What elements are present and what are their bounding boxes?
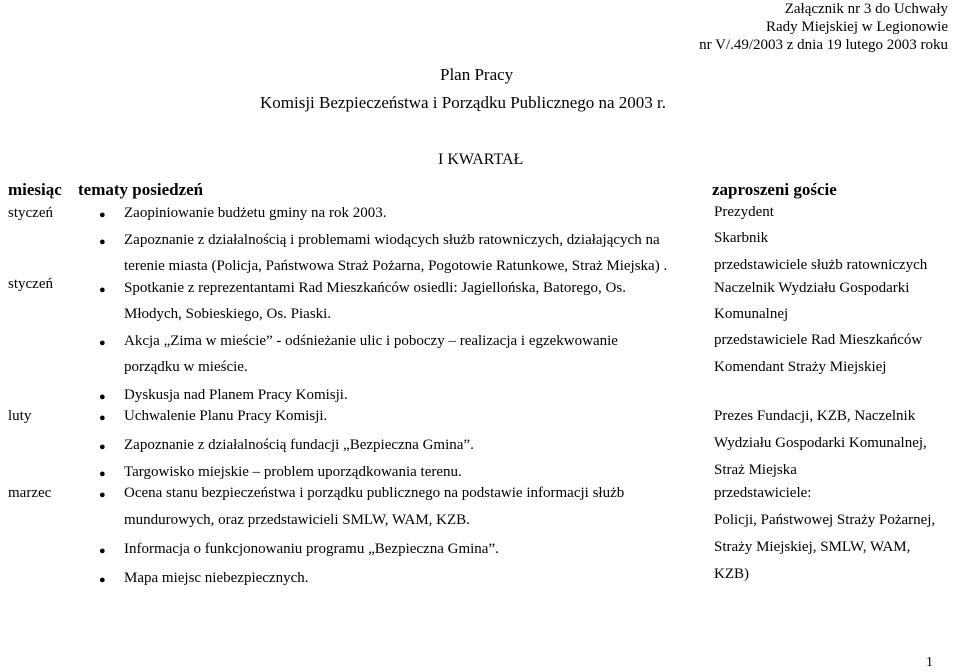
topic-line: porządku w mieście. <box>124 359 248 375</box>
month-label: styczeń <box>8 205 53 221</box>
guest-line: przedstawiciele służb ratowniczych <box>714 257 928 273</box>
topic-line: mundurowych, oraz przedstawicieli SMLW, WAM, KZB. <box>124 512 470 528</box>
page-title: Plan Pracy <box>440 65 514 84</box>
guest-line: przedstawiciele: <box>714 485 812 501</box>
topic-line: Targowisko miejskie – problem uporządkowania terenu. <box>124 464 462 480</box>
topic-line: Zapoznanie z działalnością i problemami wiodących służb ratowniczych, działających na <box>124 232 660 248</box>
guest-line: Prezes Fundacji, KZB, Naczelnik <box>714 408 916 424</box>
column-header-month: miesiąc <box>8 180 62 199</box>
topic-line: Spotkanie z reprezentantami Rad Mieszkańców osiedli: Jagiellońska, Batorego, Os. <box>124 280 626 296</box>
bullet-icon: ● <box>99 441 106 453</box>
bullet-icon: ● <box>99 412 106 424</box>
topic-line: Mapa miejsc niebezpiecznych. <box>124 570 309 586</box>
guest-line: Komendant Straży Miejskiej <box>714 359 887 375</box>
topic-line: Zaopiniowanie budżetu gminy na rok 2003. <box>124 205 387 221</box>
topic-line: Uchwalenie Planu Pracy Komisji. <box>124 408 328 424</box>
attachment-line-2: Rady Miejskiej w Legionowie <box>765 19 948 35</box>
page-subtitle: Komisji Bezpieczeństwa i Porządku Publicznego na 2003 r. <box>260 93 667 112</box>
guest-line: Wydziału Gospodarki Komunalnej, <box>714 435 927 451</box>
month-label: marzec <box>8 485 52 501</box>
bullet-icon: ● <box>99 468 106 480</box>
guest-line: Skarbnik <box>714 230 769 246</box>
guest-line: KZB) <box>714 566 749 582</box>
guest-line: Komunalnej <box>714 306 789 322</box>
column-header-guests: zaproszeni goście <box>712 180 837 199</box>
page-number: 1 <box>926 655 933 670</box>
guest-line: Straż Miejska <box>714 462 797 478</box>
column-header-topics: tematy posiedzeń <box>78 180 204 199</box>
bullet-icon: ● <box>99 489 106 501</box>
bullet-icon: ● <box>99 236 106 248</box>
attachment-line-3: nr V/.49/2003 z dnia 19 lutego 2003 roku <box>699 37 948 53</box>
topic-line: Ocena stanu bezpieczeństwa i porządku publicznego na podstawie informacji służb <box>124 485 625 501</box>
guest-line: Straży Miejskiej, SMLW, WAM, <box>714 539 911 555</box>
topic-line: Zapoznanie z działalnością fundacji „Bezpieczna Gmina”. <box>124 437 474 453</box>
attachment-line-1: Załącznik nr 3 do Uchwały <box>784 1 948 17</box>
bullet-icon: ● <box>99 337 106 349</box>
month-label: styczeń <box>8 276 53 292</box>
bullet-icon: ● <box>99 545 106 557</box>
topic-line: Akcja „Zima w mieście” - odśnieżanie ulic i poboczy – realizacja i egzekwowanie <box>124 333 618 349</box>
guest-line: Policji, Państwowej Straży Pożarnej, <box>714 512 936 528</box>
bullet-icon: ● <box>99 391 106 403</box>
guest-line: Prezydent <box>714 204 774 220</box>
bullet-icon: ● <box>99 209 106 221</box>
topic-line: terenie miasta (Policja, Państwowa Straż Pożarna, Pogotowie Ratunkowe, Straż Miejska) . <box>124 258 668 274</box>
bullet-icon: ● <box>99 574 106 586</box>
quarter-heading: I KWARTAŁ <box>438 151 524 168</box>
topic-line: Informacja o funkcjonowaniu programu „Bezpieczna Gmina”. <box>124 541 499 557</box>
guest-line: Naczelnik Wydziału Gospodarki <box>714 280 910 296</box>
topic-line: Dyskusja nad Planem Pracy Komisji. <box>124 387 348 403</box>
bullet-icon: ● <box>99 284 106 296</box>
topic-line: Młodych, Sobieskiego, Os. Piaski. <box>124 306 332 322</box>
month-label: luty <box>8 408 32 424</box>
guest-line: przedstawiciele Rad Mieszkańców <box>714 332 923 348</box>
